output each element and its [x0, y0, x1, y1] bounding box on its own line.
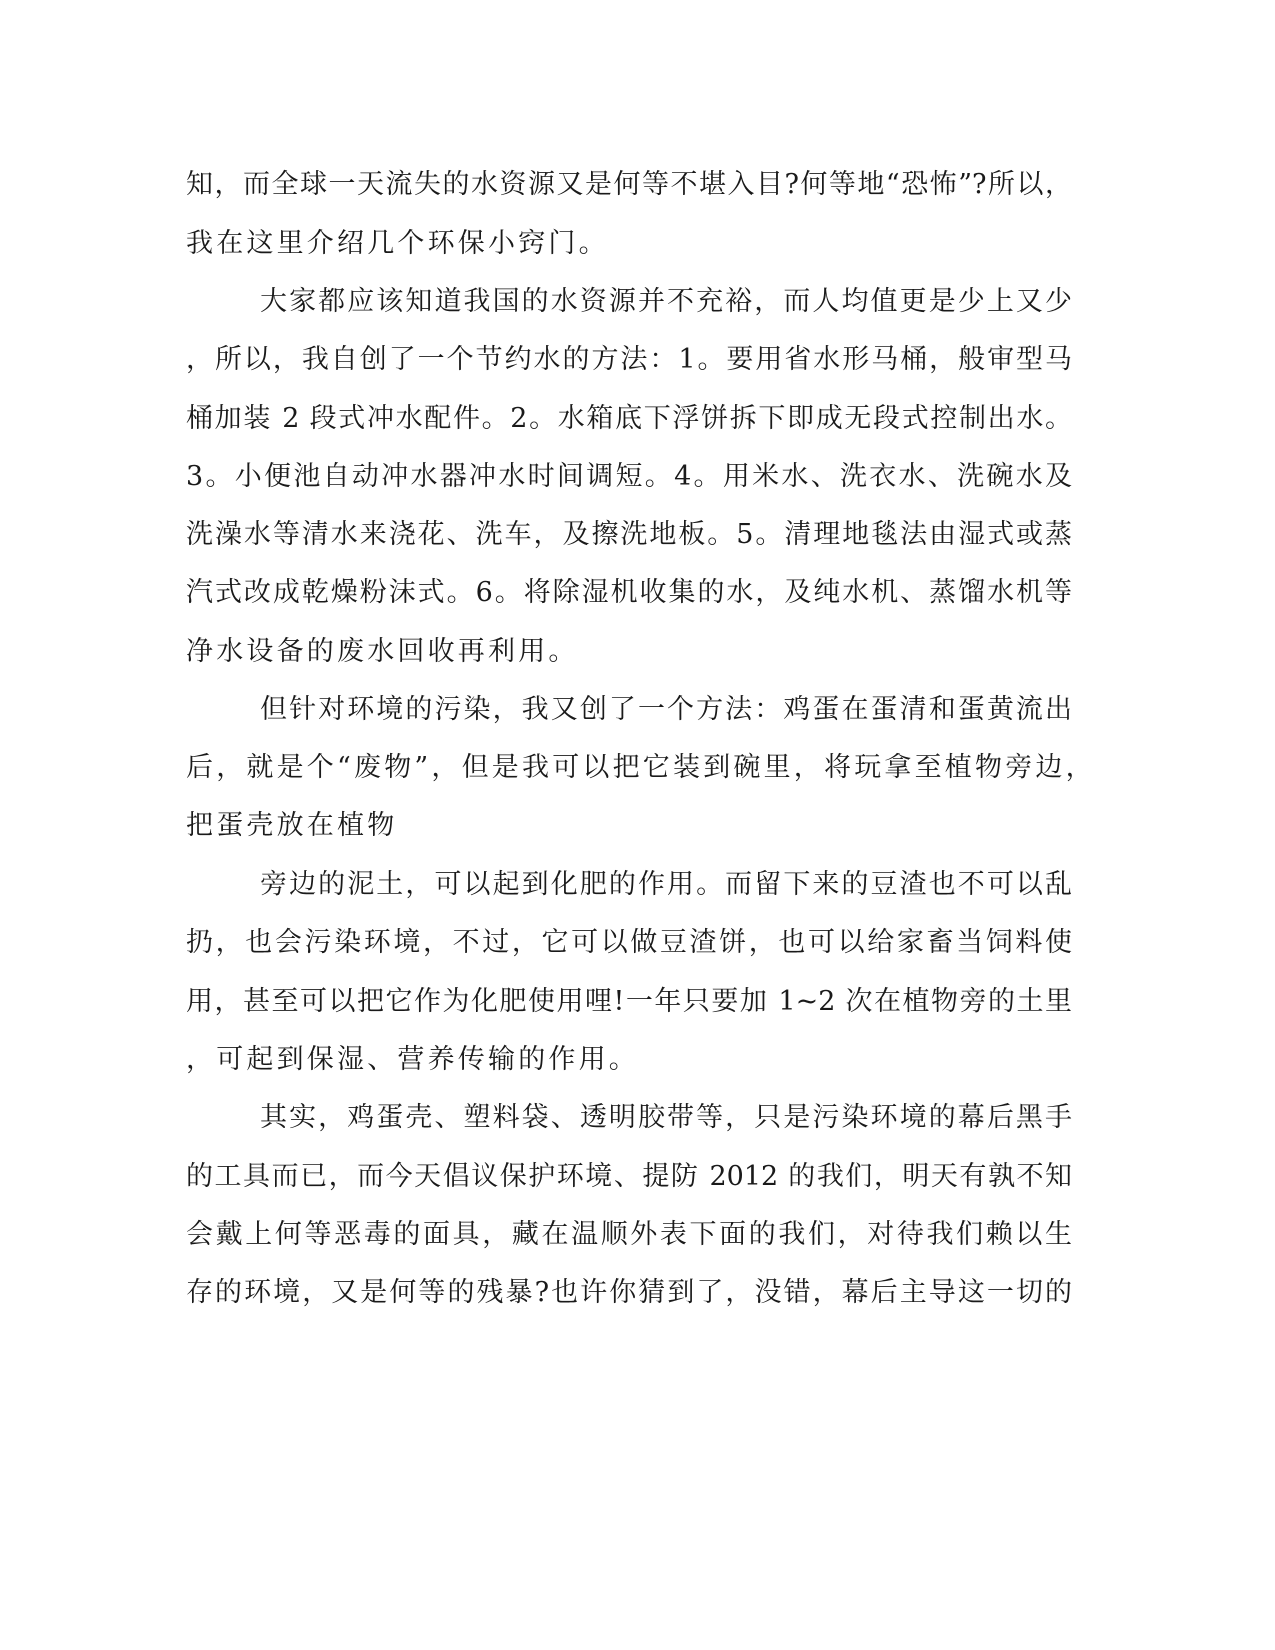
text-line: ，可起到保湿、营养传输的作用。	[186, 1044, 639, 1075]
text-line: 但针对环境的污染，我又创了一个方法：鸡蛋在蛋清和蛋黄流出	[260, 694, 1072, 725]
text-line: 扔，也会污染环境，不过，它可以做豆渣饼，也可以给家畜当饲料使	[186, 927, 1072, 958]
text-line: 的工具而已，而今天倡议保护环境、提防 2012 的我们，明天有孰不知	[186, 1161, 1072, 1192]
text-line: 旁边的泥土，可以起到化肥的作用。而留下来的豆渣也不可以乱	[260, 869, 1072, 900]
text-line: 我在这里介绍几个环保小窍门。	[186, 228, 609, 259]
text-line: 净水设备的废水回收再利用。	[186, 636, 579, 667]
text-line: 存的环境，又是何等的残暴?也许你猜到了，没错，幕后主导这一切的	[186, 1277, 1072, 1308]
text-line: 后，就是个“废物”，但是我可以把它装到碗里，将玩拿至植物旁边，	[186, 752, 1096, 783]
text-line: 洗澡水等清水来浇花、洗车，及擦洗地板。5。清理地毯法由湿式或蒸	[186, 519, 1072, 550]
text-line: 3。小便池自动冲水器冲水时间调短。4。用米水、洗衣水、洗碗水及	[186, 461, 1072, 492]
text-line: 其实，鸡蛋壳、塑料袋、透明胶带等，只是污染环境的幕后黑手	[260, 1102, 1072, 1133]
text-line: 会戴上何等恶毒的面具，藏在温顺外表下面的我们，对待我们赖以生	[186, 1219, 1072, 1250]
text-line: 大家都应该知道我国的水资源并不充裕，而人均值更是少上又少	[260, 286, 1072, 317]
text-line: 汽式改成乾燥粉沫式。6。将除湿机收集的水，及纯水机、蒸馏水机等	[186, 577, 1072, 608]
text-line: 知，而全球一天流失的水资源又是何等不堪入目?何等地“恐怖”?所以，	[186, 169, 1072, 200]
text-line: 把蛋壳放在植物	[186, 810, 398, 841]
text-line: 用，甚至可以把它作为化肥使用哩!一年只要加 1~2 次在植物旁的土里	[186, 986, 1072, 1017]
text-line: ，所以，我自创了一个节约水的方法：1。要用省水形马桶，般审型马	[186, 344, 1072, 375]
text-line: 桶加装 2 段式冲水配件。2。水箱底下浮饼拆下即成无段式控制出水。	[186, 403, 1072, 434]
